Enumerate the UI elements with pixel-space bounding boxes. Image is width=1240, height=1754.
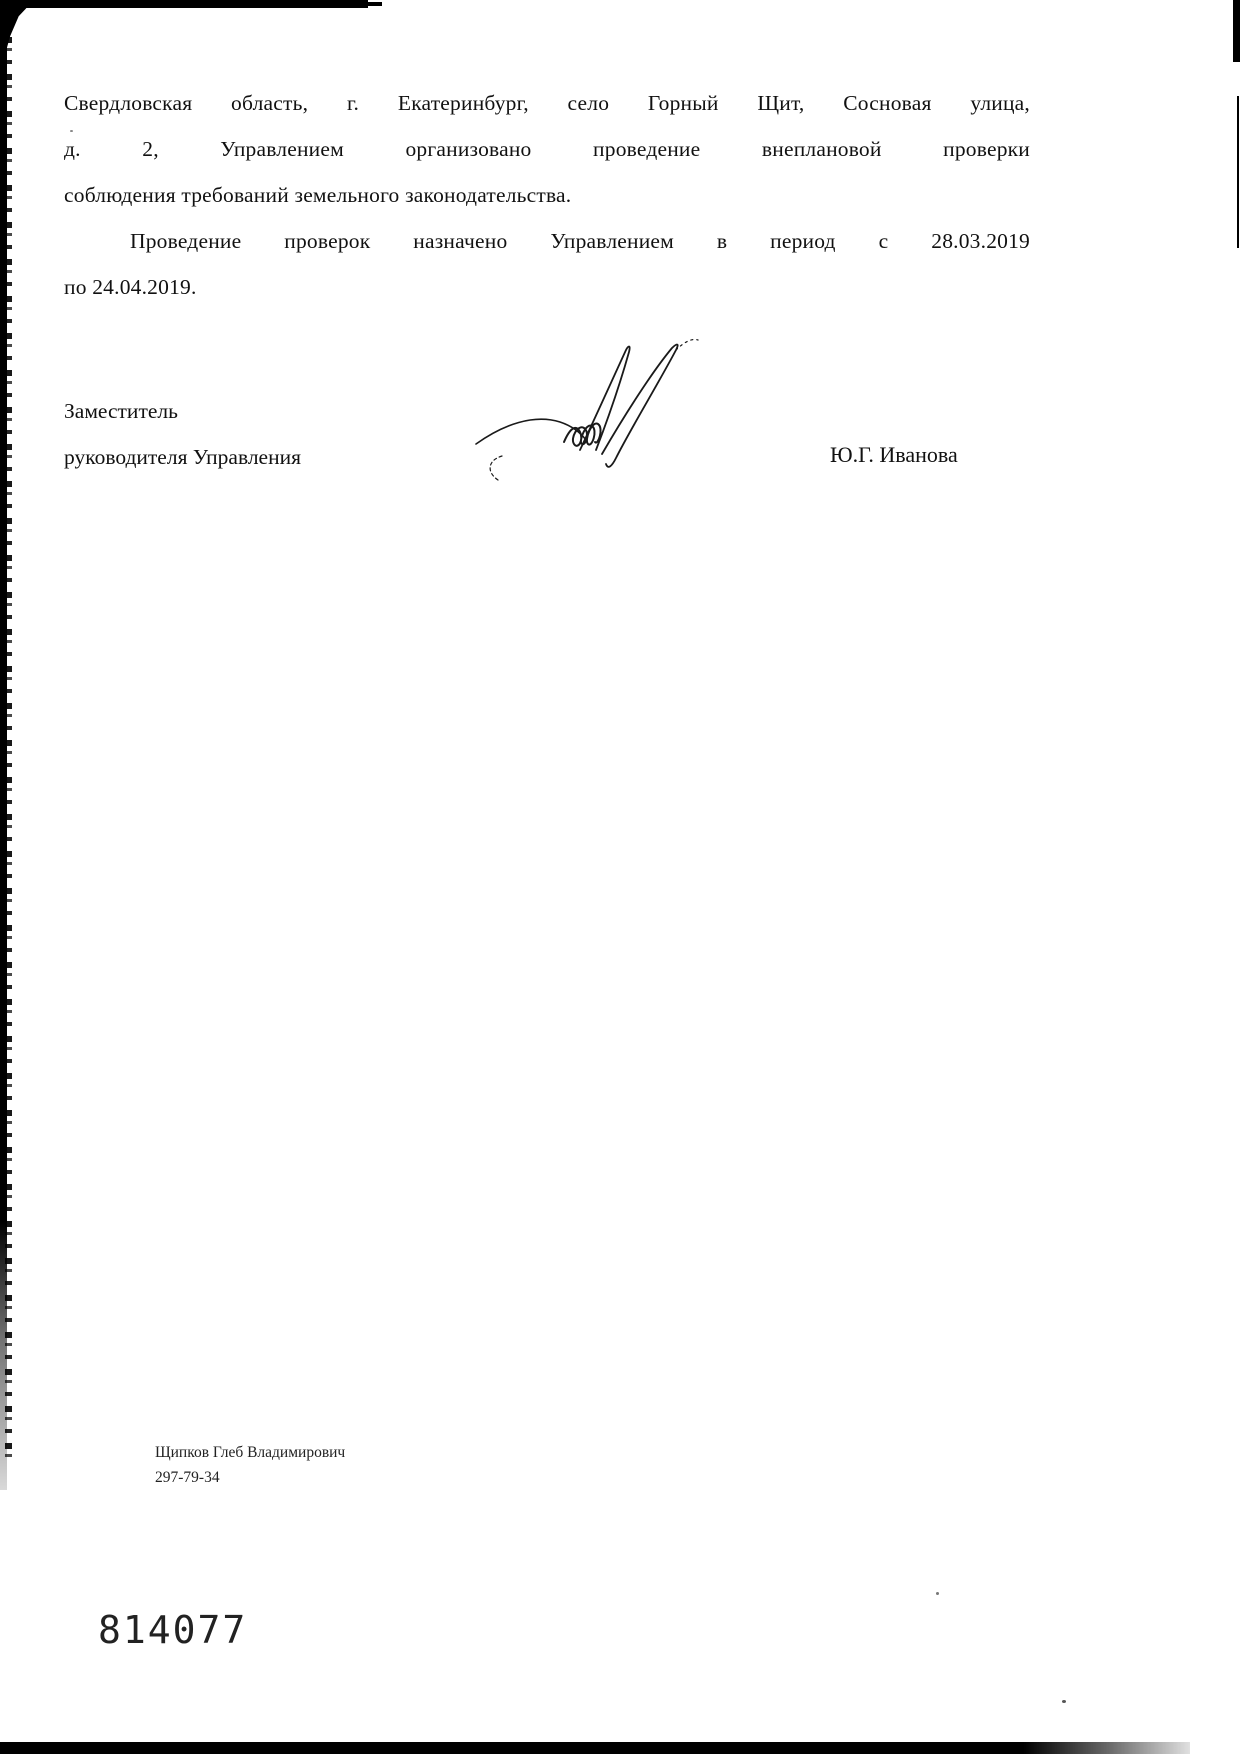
signer-name: Ю.Г. Иванова — [830, 442, 958, 467]
signature-icon — [468, 332, 758, 487]
executor-phone: 297-79-34 — [155, 1469, 220, 1486]
paragraph1-line1: Свердловская область, г. Екатеринбург, село Горный Щит, Сосновая улица, — [64, 91, 1030, 115]
scan-artifact-right-bar — [1233, 0, 1240, 62]
signer-position — [64, 388, 484, 480]
scan-artifact-left-edge-ragged — [5, 0, 12, 1460]
scan-noise-speck — [1062, 1700, 1066, 1703]
scan-artifact-bottom-band — [0, 1742, 1190, 1754]
paragraph1-line2: д. 2, Управлением организовано проведение внеплановой проверки — [64, 137, 1030, 161]
document-body — [64, 80, 1030, 310]
signer-position-line2: руководителя Управления — [64, 445, 302, 469]
scan-artifact-top-band-tail — [368, 2, 382, 6]
paragraph1-line3: соблюдения требований земельного законодательства. — [64, 183, 572, 207]
signer-position-line1: Заместитель — [64, 399, 178, 423]
executor-name: Щипков Глеб Владимирович — [155, 1444, 346, 1461]
scan-artifact-top-band — [0, 0, 368, 8]
registration-number: 814077 — [98, 1608, 248, 1652]
scan-artifact-right-line — [1237, 96, 1239, 248]
scan-noise-speck — [936, 1592, 939, 1595]
paragraph2-line1: Проведение проверок назначено Управлением в период с 28.03.2019 — [130, 229, 1030, 253]
executor-info — [155, 1440, 575, 1490]
scan-artifact-top-left-corner — [0, 0, 34, 58]
paragraph2-line2: по 24.04.2019. — [64, 275, 197, 299]
